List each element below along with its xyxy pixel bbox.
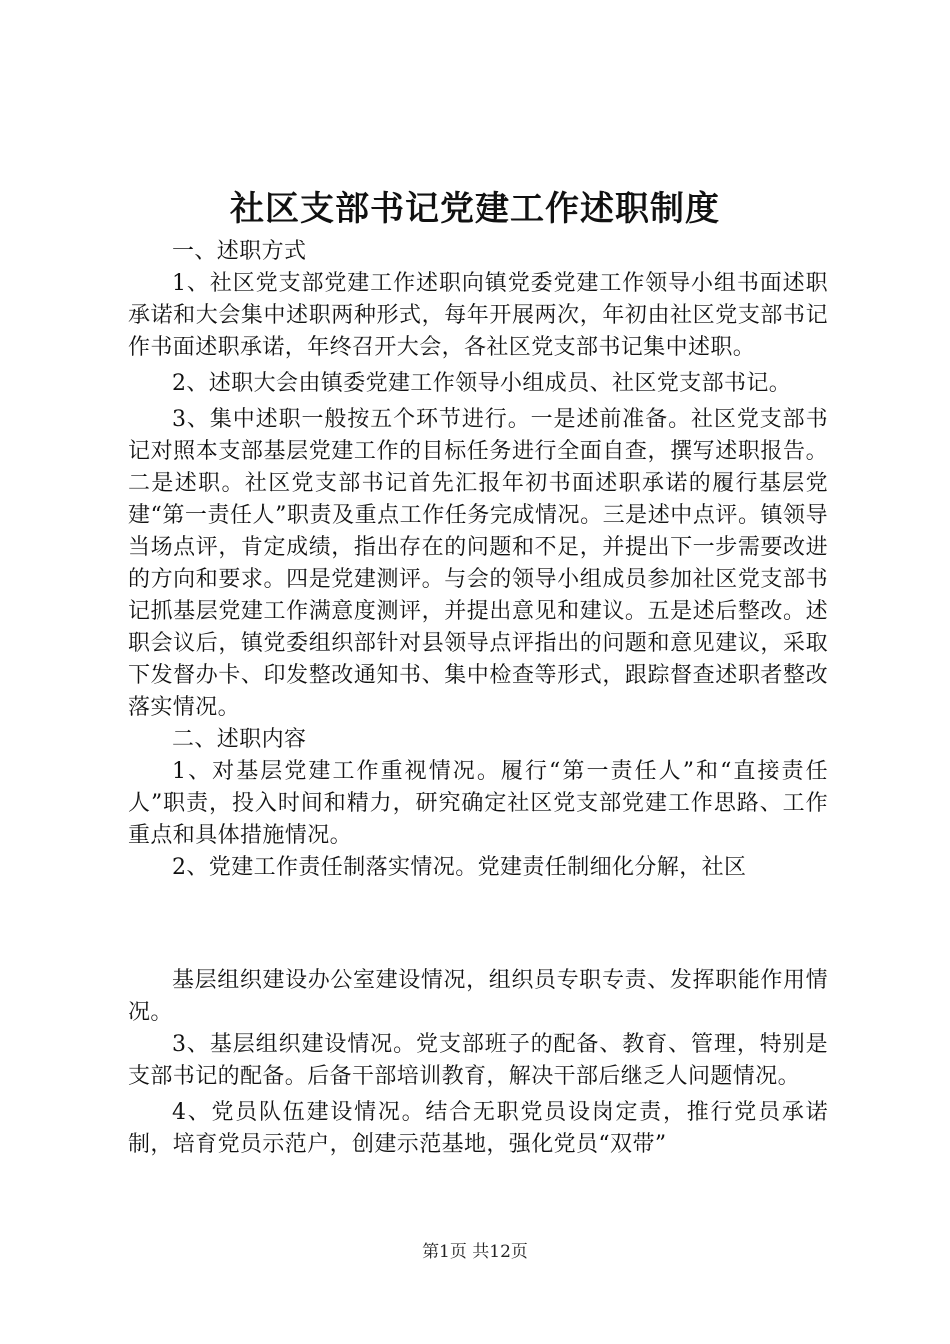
document-title: 社区支部书记党建工作述职制度: [230, 189, 720, 229]
paragraph: 1、对基层党建工作重视情况。履行“第一责任人”和“直接责任人”职责，投入时间和精力，研究确定社区党支部党建工作思路、工作重点和具体措施情况。: [128, 759, 828, 848]
page-number: 第1页 共12页: [422, 1242, 528, 1262]
document-body-part1: [128, 236, 828, 884]
paragraph: 1、社区党支部党建工作述职向镇党委党建工作领导小组书面述职承诺和大会集中述职两种形式，每年开展两次，年初由社区党支部书记作书面述职承诺，年终召开大会，各社区党支部书记集中述职。: [128, 271, 828, 360]
paragraph: 2、述职大会由镇委党建工作领导小组成员、社区党支部书记。: [172, 371, 792, 396]
paragraph: 2、党建工作责任制落实情况。党建责任制细化分解，社区: [172, 855, 747, 880]
section-heading-2: 二、述职内容: [172, 727, 307, 752]
paragraph: 基层组织建设办公室建设情况，组织员专职专责、发挥职能作用情况。: [128, 968, 828, 1025]
paragraph: 3、集中述职一般按五个环节进行。一是述前准备。社区党支部书记对照本支部基层党建工作的目标任务进行全面自查，撰写述职报告。二是述职。社区党支部书记首先汇报年初书面述职承诺的履行基层党建“第一责任人”职责及重点工作任务完成情况。三是述中点评。镇领导当场点评，肯定成绩，指出存在的问题和不足，并提出下一步需要改进的方向和要求。四是党建测评。与会的领导小组成员参加社区党支部书记抓基层党建工作满意度测评，并提出意见和建议。五是述后整改。述职会议后，镇党委组织部针对县领导点评指出的问题和意见建议，采取下发督办卡、印发整改通知书、集中检查等形式，跟踪督查述职者整改落实情况。: [128, 407, 828, 720]
section-heading-1: 一、述职方式: [172, 239, 307, 264]
paragraph: 3、基层组织建设情况。党支部班子的配备、教育、管理，特别是支部书记的配备。后备干部培训教育，解决干部后继乏人问题情况。: [128, 1032, 828, 1089]
document-body-part2: [128, 965, 828, 1161]
paragraph: 4、党员队伍建设情况。结合无职党员设岗定责，推行党员承诺制，培育党员示范户，创建示范基地，强化党员“双带”: [128, 1100, 828, 1157]
